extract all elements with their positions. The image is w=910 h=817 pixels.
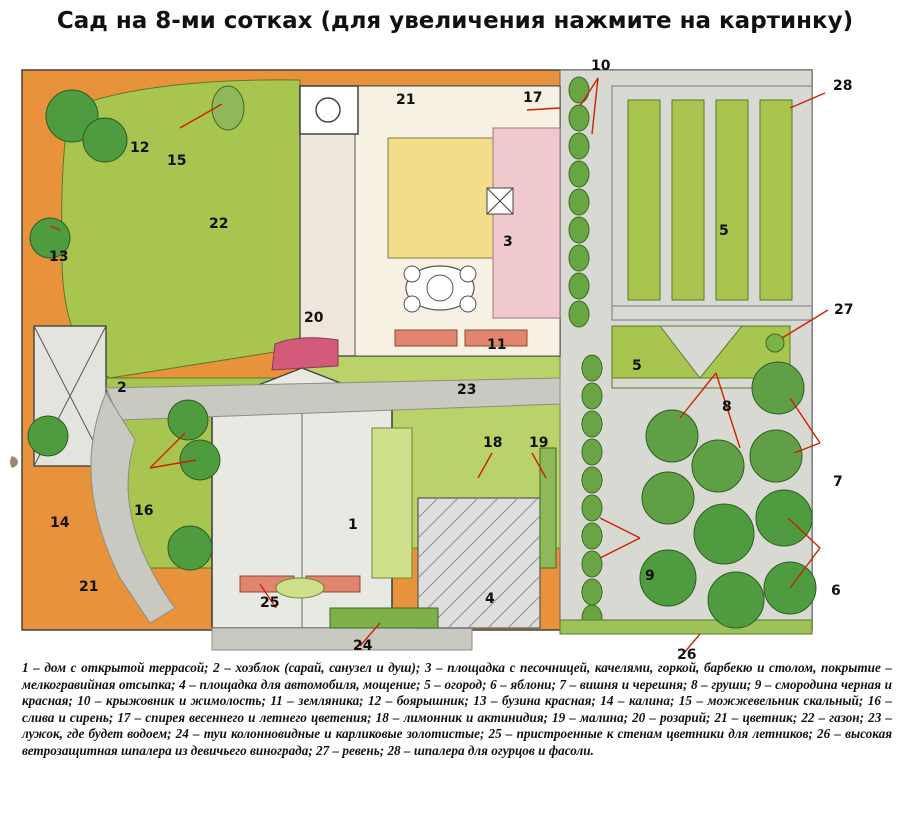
chair-4 [460,296,476,312]
marker-2: 2 [117,380,127,396]
marker-8: 8 [722,399,732,415]
raspberry-strip [540,448,556,568]
marker-28: 28 [833,78,853,94]
rose-garden [272,338,338,370]
marker-23: 23 [457,382,477,398]
marker-16: 16 [134,503,154,519]
thuja-row [330,608,438,628]
rhubarb-plant [766,334,784,352]
page-title: Сад на 8-ми сотках (для увеличения нажмите на картинку) [56,8,854,34]
vegetable-beds [612,86,812,320]
marker-21-bottom: 21 [79,579,99,595]
marker-27: 27 [834,302,854,318]
marker-18: 18 [483,435,503,451]
room-yellow [388,138,493,258]
chair-2 [460,266,476,282]
marker-9: 9 [645,568,655,584]
terrace-strip [372,428,412,578]
porch-circle [316,98,340,122]
windbreak-trellis [560,620,812,634]
marker-5-top: 5 [719,223,729,239]
marker-20: 20 [304,310,324,326]
marker-6: 6 [831,583,841,599]
marker-22: 22 [209,216,229,232]
garden-plan-image[interactable] [0,48,910,663]
marker-21-top: 21 [396,92,416,108]
marker-7: 7 [833,474,843,490]
marker-5-bottom: 5 [632,358,642,374]
room-pink [493,128,560,318]
marker-26: 26 [677,647,697,663]
marker-3: 3 [503,234,513,250]
marker-4: 4 [485,591,495,607]
marker-1: 1 [348,517,358,533]
marker-24: 24 [353,638,373,654]
chair-3 [404,296,420,312]
hedge-column-left [569,77,589,327]
chair-1 [404,266,420,282]
marker-12: 12 [130,140,150,156]
marker-13: 13 [49,249,69,265]
lower-path [212,628,472,650]
marker-11: 11 [487,337,507,353]
legend-text: 1 – дом с открытой террасой; 2 – хозблок (сарай, санузел и душ); 3 – площадка с песочницей, качелями, горкой, барбекю и столом, покрытие – мелкогравийная отсыпка; 4 – площадка для автомобиля, мощение; 5 – огород; 6 – яблони; 7 – вишня и черешня; 8 – груши; 9 – смородина черная и красная; 10 – крыжовник и жимолость; 11 – земляника; 12 – боярышник; 13 – бузина красная; 14 – калина; 15 – можжевельник скальный; 16 – слива и сирень; 17 – спирея весеннего и летнего цветения; 18 – лимонник и актинидия; 19 – малина; 20 – розарий; 21 – цветник; 22 – газон; 23 – лужок, где будет водоем; 24 – туи колонновидные и карликовые золотистые; 25 – пристроенные к стенам цветники для летников; 26 – высокая ветрозащитная шпалера из девичьего винограда; 27 – ревень; 28 – шпалера для огурцов и фасоли. [22,660,892,758]
marker-25: 25 [260,595,280,611]
marker-17: 17 [523,90,543,106]
table-center [427,275,453,301]
edge-marker [10,456,18,468]
marker-14: 14 [50,515,70,531]
strawberry-bed-1 [395,330,457,346]
marker-10: 10 [591,58,611,74]
marker-19: 19 [529,435,549,451]
marker-15: 15 [167,153,187,169]
